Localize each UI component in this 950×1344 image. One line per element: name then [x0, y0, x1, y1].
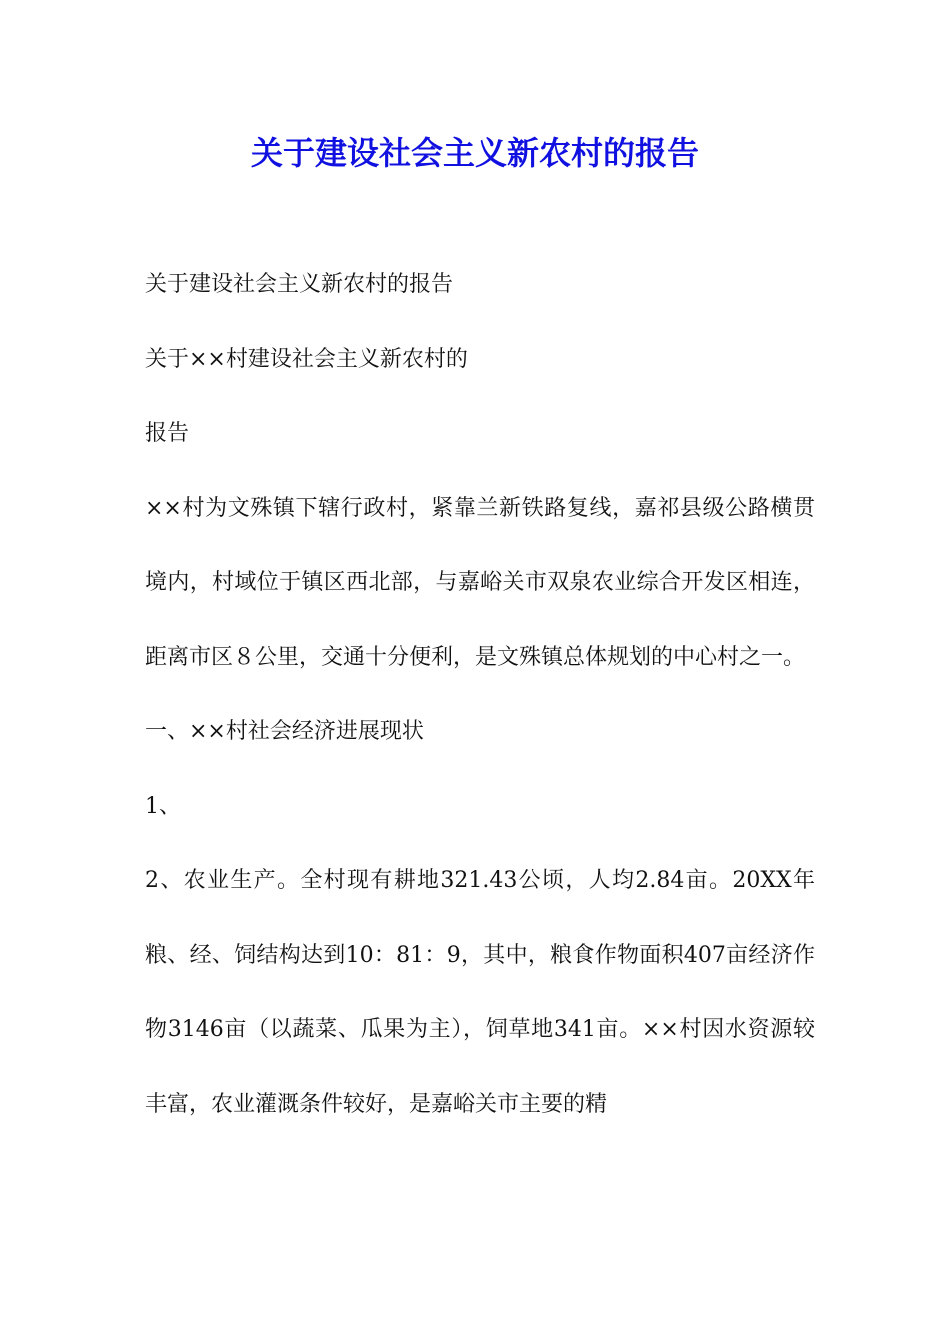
paragraph-subtitle: 关于××村建设社会主义新农村的: [145, 346, 468, 372]
document-body: [145, 248, 815, 1142]
paragraph-subtitle-end: 报告: [145, 421, 190, 446]
document-title: 关于建设社会主义新农村的报告: [250, 134, 699, 172]
list-item-1: 1、: [145, 793, 181, 819]
paragraph-heading-repeat: 关于建设社会主义新农村的报告: [145, 272, 454, 297]
list-item-2-agriculture: 2、农业生产。全村现有耕地321.43公顷，人均2.84亩。20XX年粮、经、饲结构达到10：81：9，其中，粮食作物面积407亩经济作物3146亩（以蔬菜、瓜果为主），饲草地341亩。××村因水资源较丰富，农业灌溉条件较好，是嘉峪关市主要的精: [145, 868, 815, 1117]
paragraph-village-intro: ××村为文殊镇下辖行政村，紧靠兰新铁路复线，嘉祁县级公路横贯境内，村域位于镇区西北部，与嘉峪关市双泉农业综合开发区相连，距离市区８公里，交通十分便利，是文殊镇总体规划的中心村之一。: [145, 495, 815, 670]
section-heading-status: 一、××村社会经济进展现状: [145, 719, 424, 744]
